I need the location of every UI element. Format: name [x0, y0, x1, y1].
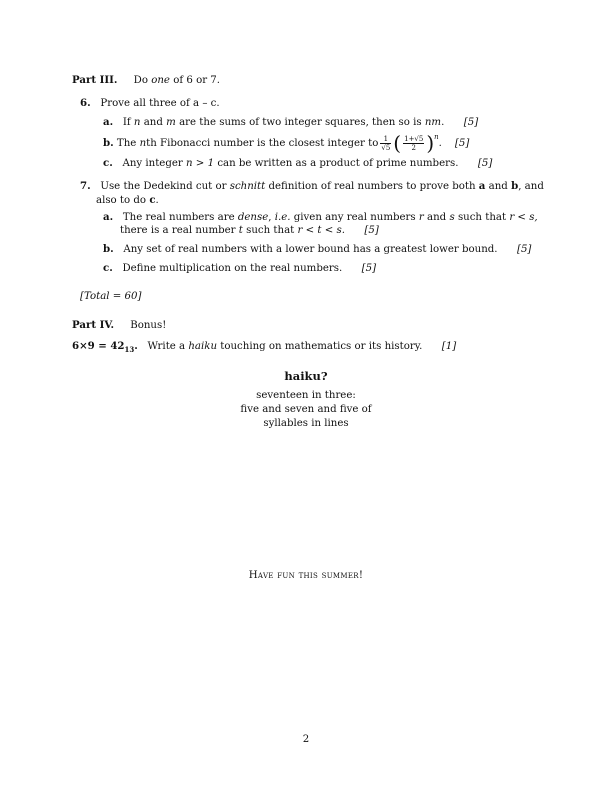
q7a-line1-1: The real numbers are	[122, 212, 235, 223]
q6c-marks: [5]	[477, 158, 493, 169]
q6a-text-1: If	[122, 117, 131, 128]
q6a-text-2: and	[143, 117, 163, 128]
q7-prompt-2: definition of real numbers to prove both	[268, 181, 476, 192]
q6b-letter: b.	[103, 137, 114, 149]
q7-number: 7.	[80, 180, 91, 192]
q7b-marks: [5]	[516, 244, 532, 255]
q7a-line1-4: such that	[457, 212, 507, 223]
q6b-fraction-2	[403, 135, 424, 152]
q7c-marks: [5]	[361, 263, 377, 274]
q7-prompt-and: and	[488, 181, 508, 192]
q6-number: 6.	[80, 97, 91, 109]
haiku-line-3: syllables in lines	[263, 418, 349, 429]
q7a-line2-1: there is a real number	[120, 225, 236, 236]
q6c-letter: c.	[103, 157, 113, 169]
q7a-dense: dense	[237, 212, 269, 223]
q7a-line-2	[120, 225, 379, 236]
q7-prompt-3: , and	[518, 181, 544, 192]
q6c-math: n > 1	[186, 158, 215, 169]
q7a-line1-and: and	[427, 212, 447, 223]
bonus-haiku-word: haiku	[188, 341, 218, 352]
closing-message: Have fun this summer!	[248, 570, 364, 581]
q7-prompt-period: .	[155, 195, 159, 206]
q7a-math-rts: r < t < s.	[297, 225, 345, 236]
bonus-text-2: touching on mathematics or its history.	[220, 341, 423, 352]
q6-prompt: Prove all three of a – c.	[100, 98, 220, 109]
q7-prompt-1: Use the Dedekind cut or	[100, 181, 227, 192]
q6a-var-n: n	[133, 117, 141, 128]
q6c-text-2: can be written as a product of prime numbers.	[217, 158, 459, 169]
bonus-subscript: 13	[124, 345, 135, 355]
part4-line	[72, 319, 166, 331]
q6b-exponent: n	[434, 133, 439, 141]
q7b-text: Any set of real numbers with a lower bound has a greatest lower bound.	[123, 244, 498, 255]
q7a-line2-2: such that	[246, 225, 295, 236]
q7c-line	[103, 262, 376, 274]
q7b-letter: b.	[103, 243, 114, 255]
q6b-var-n: n	[139, 137, 147, 149]
bonus-line	[72, 340, 456, 354]
q6a-line	[103, 116, 478, 128]
q6b-frac1-num: 1	[380, 135, 391, 144]
q6b-marks: [5]	[454, 137, 470, 149]
q6b-frac2-num: 1+√5	[404, 134, 424, 143]
part3-line	[72, 74, 220, 86]
q7-prompt-b: b	[511, 180, 519, 192]
part4-heading: Part IV.	[72, 319, 115, 331]
q6b-text-2: th Fibonacci number is the closest integer to	[146, 137, 379, 149]
q6c-text-1: Any integer	[122, 158, 183, 169]
q7-prompt-line-1	[80, 180, 544, 192]
q6b-text-1: The	[116, 137, 137, 149]
q6b-fraction-1	[380, 135, 391, 152]
q6a-var-m: m	[166, 117, 176, 128]
q6b-text-end: .	[438, 137, 442, 149]
haiku-title: haiku?	[284, 369, 328, 383]
q7a-line-1	[103, 211, 538, 223]
haiku-line-1: seventeen in three:	[256, 390, 356, 401]
q7a-math-rs: r < s,	[509, 212, 538, 223]
q7a-ie: i.e.	[274, 212, 291, 223]
q7-prompt-a: a	[478, 180, 486, 192]
total-marks: [Total = 60]	[80, 291, 142, 302]
q6a-text-4: .	[441, 117, 445, 128]
q6-prompt-line	[80, 97, 220, 109]
q7b-line	[103, 243, 531, 255]
page-number: 2	[302, 734, 310, 745]
q7-prompt-line2: also to do	[96, 195, 147, 206]
q6a-marks: [5]	[463, 117, 479, 128]
bonus-marks: [1]	[441, 341, 457, 352]
q6b-frac1-den: √5	[381, 143, 391, 152]
q6a-var-nm: nm	[424, 117, 442, 128]
q7a-letter: a.	[103, 211, 114, 223]
bonus-equation: 6×9 = 42	[72, 340, 125, 352]
part3-instruction-suffix: of 6 or 7.	[173, 75, 221, 86]
q7-prompt-schnitt: schnitt	[229, 181, 266, 192]
q7a-var-r: r	[418, 212, 424, 223]
q6a-text-3: are the sums of two integer squares, then so is	[179, 117, 422, 128]
q6b-left-paren: (	[393, 131, 402, 155]
part4-subtitle: Bonus!	[130, 320, 167, 331]
q6b-line	[103, 133, 469, 153]
q6b-frac2-den: 2	[411, 143, 416, 152]
q7a-line1-2: ,	[268, 212, 272, 223]
q7a-var-t: t	[238, 225, 243, 236]
q7a-marks: [5]	[364, 225, 379, 236]
q6a-letter: a.	[103, 116, 114, 128]
q7c-letter: c.	[103, 262, 113, 274]
haiku-line-2: five and seven and five of	[240, 404, 372, 415]
q6c-line	[103, 157, 492, 169]
q7-prompt-c: c	[149, 194, 156, 206]
part3-instruction-prefix: Do	[133, 75, 148, 86]
part3-instruction-one: one	[151, 75, 170, 86]
q7c-text: Define multiplication on the real numbers.	[122, 263, 343, 274]
part3-heading: Part III.	[72, 74, 118, 86]
bonus-period: .	[134, 340, 138, 352]
q6b-right-paren: )	[426, 131, 435, 155]
q7a-var-s: s	[449, 212, 455, 223]
q7a-line1-3: given any real numbers	[293, 212, 416, 223]
bonus-text-1: Write a	[147, 341, 186, 352]
q7-prompt-line-2	[96, 194, 159, 206]
